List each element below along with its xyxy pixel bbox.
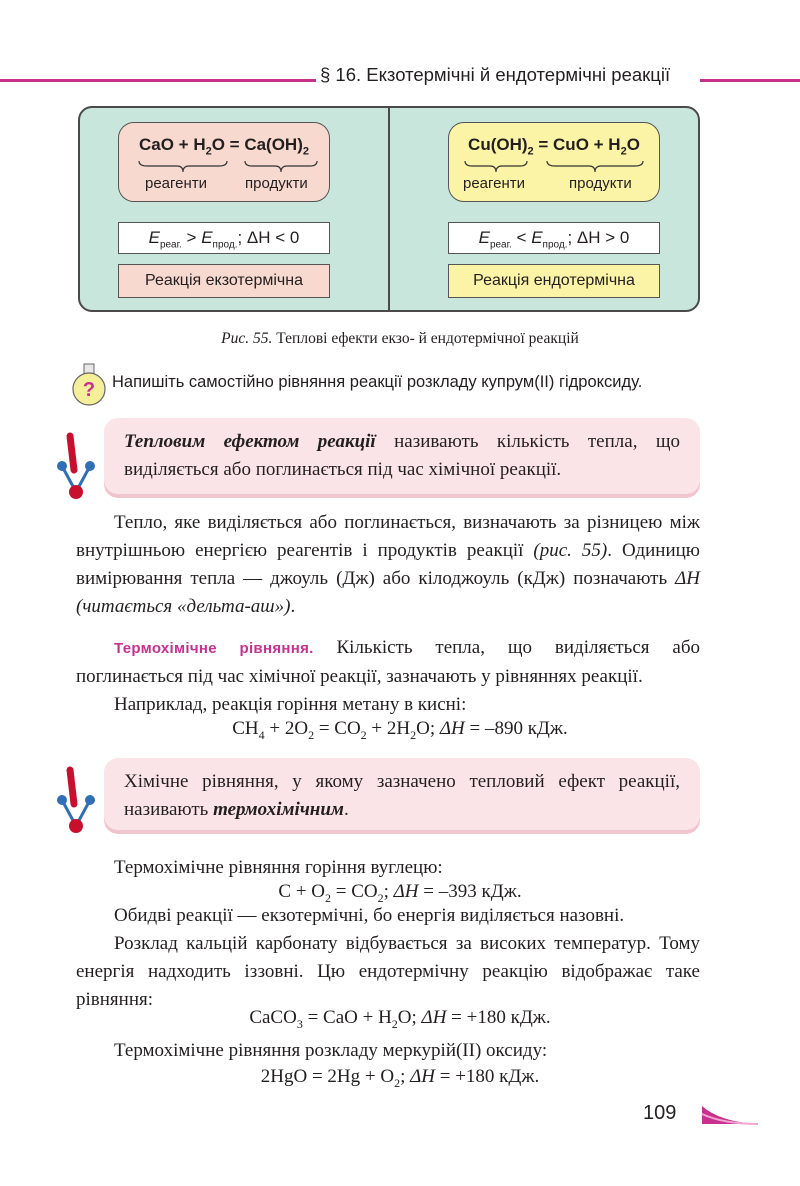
- endo-energy-relation: $E_{реаг.} < E_{прод.}$; ΔH > 0: [448, 222, 660, 254]
- header-rule: [0, 79, 316, 82]
- products-brace-icon: [243, 159, 319, 173]
- paragraph-heat: Тепло, яке виділяється або поглинається, визначають за різницею між внутрішньою енергією реагентів і продуктів реакції (рис. 55). Одиницю вимірювання тепла — джоуль (Дж) або кілоджоуль (кДж) позначають ΔH (читається «дельта-аш»).: [76, 512, 700, 617]
- example-text: Наприклад, реакція горіння метану в кисні:: [114, 694, 467, 715]
- exclamation-icon: [52, 432, 104, 502]
- figure-caption: Рис. 55. Теплові ефекти екзо- й ендотермічної реакцій: [221, 330, 579, 347]
- term-thermal-effect: Тепловим ефектом реакції: [124, 431, 376, 452]
- exclamation-icon: [52, 766, 104, 836]
- equation-carbon: $C + O_2 = CO_2$; ΔH = –393 кДж.: [278, 881, 522, 905]
- reagents-brace-icon: [137, 159, 229, 173]
- question-flask-icon: [68, 362, 110, 406]
- definition-box-thermal-effect: Тепловим ефектом реакції називають кількість тепла, що виділяється або поглинається під час хімічної реакції.: [104, 418, 700, 494]
- page-corner-decoration-icon: [700, 1102, 760, 1128]
- endo-products-label: продукти: [569, 175, 632, 192]
- section-thermochemical: Термохімічне рівняння. Кількість тепла, що виділяється або поглинається під час хімічної реакції, зазначають у рівняннях реакції. Наприклад, реакція горіння метану в кисні:: [76, 634, 700, 719]
- exo-products-label: продукти: [245, 175, 308, 192]
- equation-methane: $CH_4 + 2O_2 = CO_2 + 2H_2O$; ΔH = –890 кДж.: [232, 718, 568, 742]
- endo-equation-box: [448, 122, 660, 202]
- endo-type-label: Реакція ендотермічна: [448, 264, 660, 298]
- page-header-title: § 16. Екзотермічні й ендотермічні реакції: [320, 64, 671, 85]
- equation-mercury: $2HgO = 2Hg + O_2$; ΔH = +180 кДж.: [260, 1066, 540, 1090]
- page-number: 109: [643, 1102, 677, 1124]
- endo-reagents-brace-icon: [463, 159, 529, 173]
- figure-55: [78, 106, 700, 312]
- equation-caco3: CaCO$_3$ = CaO + $H_2O$; ΔH = +180 кДж.: [249, 1007, 551, 1031]
- endo-equation: $Cu(OH)_2$ = CuO + $H_2O$: [468, 135, 640, 158]
- figure-divider: [388, 108, 390, 310]
- carbon-intro: Термохімічне рівняння горіння вуглецю:: [114, 857, 443, 878]
- exo-equation: CaO + $H_2O = Ca(OH)_2$: [138, 135, 309, 158]
- svg-text:?: ?: [82, 379, 96, 401]
- exo-energy-relation: $E_{реаг.} > E_{прод.}$; ΔH < 0: [118, 222, 330, 254]
- exo-type-label: Реакція екзотермічна: [118, 264, 330, 298]
- term-thermochemical: термохімічним: [213, 799, 344, 820]
- section-heading: Термохімічне рівняння.: [114, 640, 314, 657]
- endo-reagents-label: реагенти: [463, 175, 526, 192]
- exo-reagents-label: реагенти: [145, 175, 208, 192]
- question-text: Напишіть самостійно рівняння реакції розкладу купрум(ІІ) гідроксиду.: [112, 373, 643, 391]
- endo-products-brace-icon: [545, 159, 645, 173]
- definition-box-thermochemical: Хімічне рівняння, у якому зазначено тепловий ефект реакції, називають термохімічним.: [104, 758, 700, 830]
- header-rule-tail: [700, 79, 800, 82]
- paragraph-decomposition: Обидві реакції — екзотермічні, бо енергія виділяється назовні. Розклад кальцій карбонату відбувається за високих температур. Тому енергія надходить іззовні. Цю ендотермічну реакцію відображає таке рівняння:: [76, 905, 700, 1010]
- exo-equation-box: [118, 122, 330, 202]
- mercury-intro: Термохімічне рівняння розкладу меркурій(ІІ) оксиду:: [114, 1040, 548, 1061]
